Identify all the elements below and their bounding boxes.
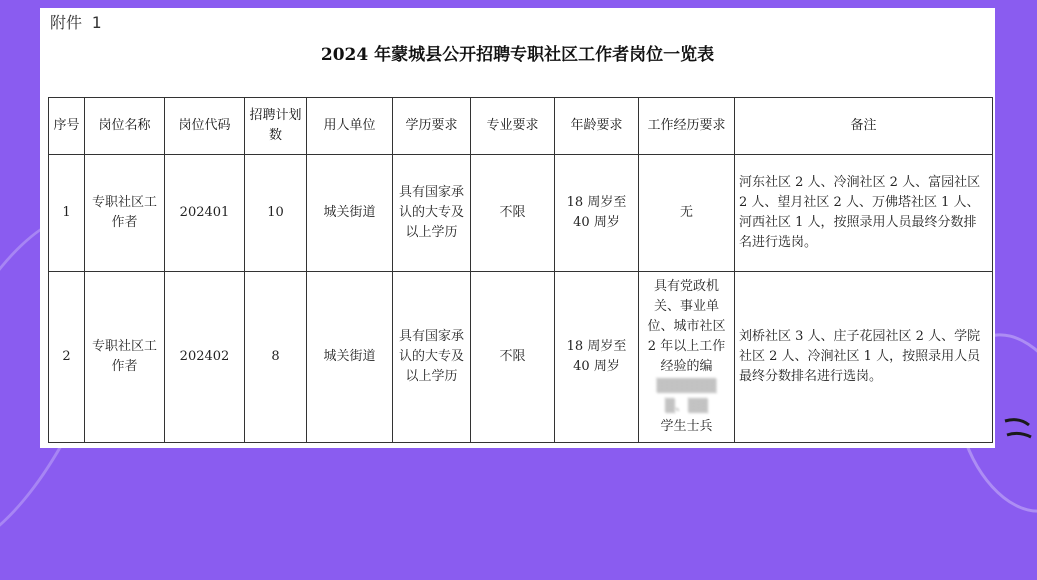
major-requirement: 不限 xyxy=(471,272,555,443)
experience-text-cut: 学生士兵 xyxy=(660,419,713,434)
major-requirement: 不限 xyxy=(471,155,555,272)
column-header: 岗位代码 xyxy=(165,98,245,155)
table-row xyxy=(49,155,993,272)
column-header: 招聘计划数 xyxy=(245,98,307,155)
row-number: 1 xyxy=(49,155,85,272)
column-header: 序号 xyxy=(49,98,85,155)
education-requirement: 具有国家承认的大专及以上学历 xyxy=(393,155,471,272)
experience-requirement: 无 xyxy=(639,155,735,272)
age-requirement: 18 周岁至 40 周岁 xyxy=(555,272,639,443)
column-header: 工作经历要求 xyxy=(639,98,735,155)
employer: 城关街道 xyxy=(307,155,393,272)
table-row xyxy=(49,272,993,443)
row-number: 2 xyxy=(49,272,85,443)
position-code: 202401 xyxy=(165,155,245,272)
employer: 城关街道 xyxy=(307,272,393,443)
table-header-row xyxy=(49,98,993,155)
column-header: 专业要求 xyxy=(471,98,555,155)
column-header: 岗位名称 xyxy=(85,98,165,155)
page-title: 2024 年蒙城县公开招聘专职社区工作者岗位一览表 xyxy=(320,45,715,65)
document-page xyxy=(40,8,995,448)
notes: 刘桥社区 3 人、庄子花园社区 2 人、学院社区 2 人、冷涧社区 1 人，按照录用人员最终分数排名进行选岗。 xyxy=(735,272,993,443)
position-code: 202402 xyxy=(165,272,245,443)
column-header: 备注 xyxy=(735,98,993,155)
hiring-count: 10 xyxy=(245,155,307,272)
column-header: 学历要求 xyxy=(393,98,471,155)
column-header: 年龄要求 xyxy=(555,98,639,155)
blurred-text: ▒▒▒▒▒▒ ▒、▒▒ xyxy=(656,379,717,414)
experience-text: 具有党政机关、事业单位、城市社区 2 年以上工作经验的编 xyxy=(647,279,726,374)
age-requirement: 18 周岁至 40 周岁 xyxy=(555,155,639,272)
experience-requirement xyxy=(639,272,735,443)
position-name: 专职社区工作者 xyxy=(85,155,165,272)
column-header: 用人单位 xyxy=(307,98,393,155)
attachment-label: 附件 1 xyxy=(50,13,102,32)
positions-table xyxy=(48,97,993,443)
notes: 河东社区 2 人、冷涧社区 2 人、富园社区 2 人、望月社区 2 人、万佛塔社区 1 人、河西社区 1 人，按照录用人员最终分数排名进行选岗。 xyxy=(735,155,993,272)
decorative-mark-icon xyxy=(1001,415,1033,441)
education-requirement: 具有国家承认的大专及以上学历 xyxy=(393,272,471,443)
hiring-count: 8 xyxy=(245,272,307,443)
position-name: 专职社区工作者 xyxy=(85,272,165,443)
